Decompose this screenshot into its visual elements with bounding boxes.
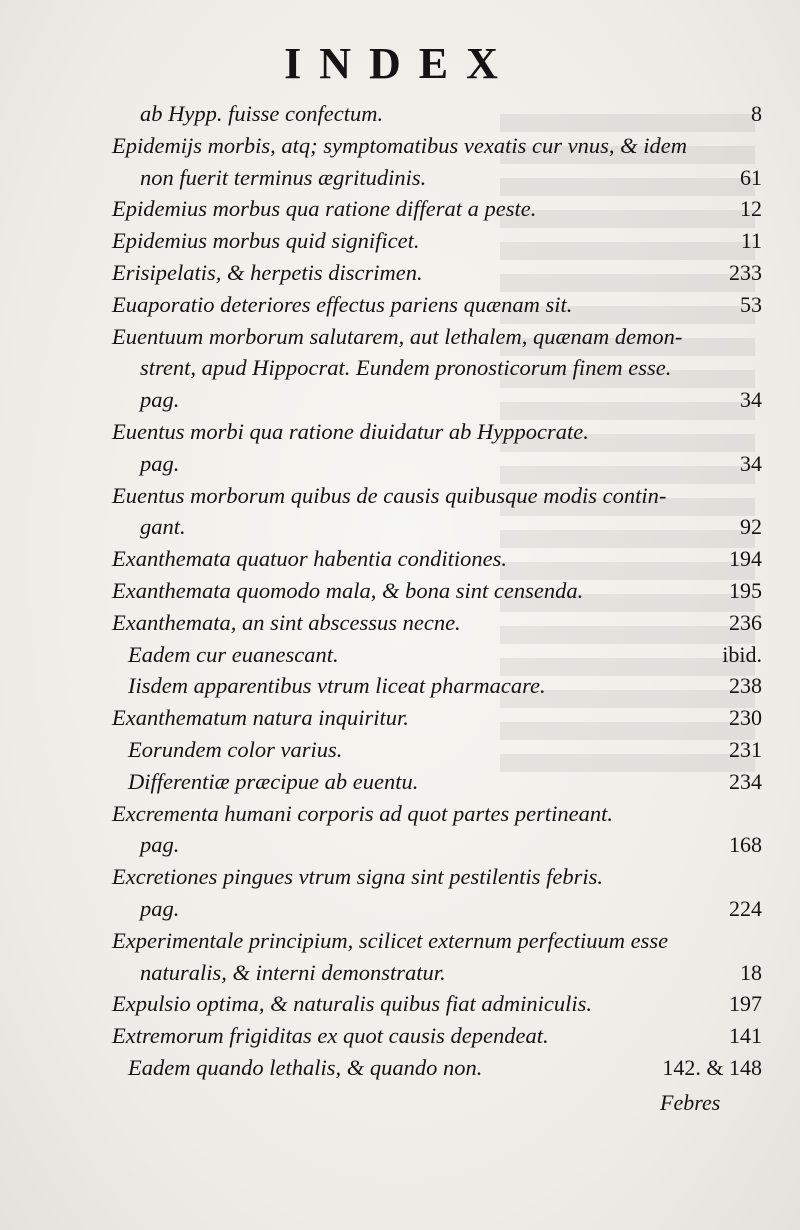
entry-text: Epidemius morbus qua ratione differat a peste. (112, 196, 537, 222)
page-number: 142. & 148 (662, 1054, 762, 1080)
index-entry (112, 257, 762, 289)
page-number: 92 (740, 514, 762, 540)
entry-text: Eorundem color varius. (128, 736, 343, 762)
index-entry-list (112, 98, 762, 1084)
page-number: 194 (729, 546, 762, 572)
index-entry (112, 734, 762, 766)
index-entry (112, 798, 762, 830)
page-number: ibid. (722, 641, 762, 667)
page-number: 234 (729, 768, 762, 794)
index-entry (112, 575, 762, 607)
index-entry (112, 448, 762, 480)
index-entry (112, 193, 762, 225)
index-entry (112, 480, 762, 512)
page-number: 11 (740, 228, 762, 254)
index-entry (112, 1052, 762, 1084)
entry-text: Euaporatio deteriores effectus pariens quænam sit. (112, 291, 573, 317)
index-entry (112, 957, 762, 989)
page-number: 230 (729, 705, 762, 731)
page-number: 197 (729, 991, 762, 1017)
entry-text: naturalis, & interni demonstratur. (140, 959, 446, 985)
index-entry (112, 384, 762, 416)
page-number: 224 (729, 895, 762, 921)
entry-text: Excrementa humani corporis ad quot partes pertineant. (112, 800, 613, 826)
index-entry (112, 352, 762, 384)
page-title: INDEX (284, 39, 516, 88)
page-number: 168 (729, 832, 762, 858)
index-entry (112, 829, 762, 861)
entry-text: ab Hypp. fuisse confectum. (140, 101, 384, 126)
index-entry (112, 130, 762, 162)
index-entry (112, 543, 762, 575)
page-number: 53 (740, 291, 762, 317)
entry-text: Eadem cur euanescant. (128, 641, 339, 667)
entry-text: strent, apud Hippocrat. Eundem pronosticorum finem esse. (140, 355, 672, 381)
page-number: 61 (740, 164, 762, 190)
entry-text: Euentus morborum quibus de causis quibusque modis contin- (112, 482, 667, 508)
entry-text: non fuerit terminus ægritudinis. (140, 164, 427, 190)
page-number: 18 (740, 959, 762, 985)
entry-text: Euentuum morborum salutarem, aut lethalem, quænam demon- (112, 323, 683, 349)
index-entry (112, 893, 762, 925)
entry-text: Epidemijs morbis, atq; symptomatibus vexatis cur vnus, & idem (112, 132, 687, 158)
entry-text: Iisdem apparentibus vtrum liceat pharmacare. (128, 673, 546, 699)
page-number: 236 (729, 609, 762, 635)
index-entry (112, 766, 762, 798)
page-number: 238 (729, 673, 762, 699)
entry-text: pag. (140, 895, 180, 921)
index-entry (112, 1020, 762, 1052)
page-number: 12 (740, 196, 762, 222)
index-entry (112, 98, 762, 130)
entry-text: pag. (140, 450, 180, 476)
index-entry (112, 607, 762, 639)
index-entry (112, 988, 762, 1020)
index-entry (112, 639, 762, 671)
page-number: 8 (751, 101, 762, 126)
index-entry (112, 321, 762, 353)
index-entry (112, 702, 762, 734)
catchword: Febres (660, 1090, 721, 1115)
entry-text: pag. (140, 387, 180, 413)
entry-text: Experimentale principium, scilicet externum perfectiuum esse (112, 927, 669, 953)
index-entry (112, 861, 762, 893)
entry-text: gant. (140, 514, 186, 540)
index-entry (112, 225, 762, 257)
page-number: 233 (729, 259, 762, 285)
entry-text: Differentiæ præcipue ab euentu. (128, 768, 419, 794)
index-entry (112, 925, 762, 957)
index-entry (112, 670, 762, 702)
entry-text: Exanthemata quomodo mala, & bona sint censenda. (112, 577, 584, 603)
entry-text: Euentus morbi qua ratione diuidatur ab Hyppocrate. (112, 418, 589, 444)
entry-text: Exanthematum natura inquiritur. (112, 705, 409, 731)
index-entry (112, 416, 762, 448)
entry-text: Extremorum frigiditas ex quot causis dependeat. (112, 1023, 549, 1049)
page-number: 141 (729, 1023, 762, 1049)
entry-text: Epidemius morbus quid significet. (112, 228, 420, 254)
page-number: 195 (729, 577, 762, 603)
entry-text: Excretiones pingues vtrum signa sint pestilentis febris. (112, 864, 603, 890)
entry-text: Exanthemata, an sint abscessus necne. (112, 609, 461, 635)
entry-text: Exanthemata quatuor habentia conditiones. (112, 546, 507, 572)
page-number: 231 (729, 736, 762, 762)
entry-text: Erisipelatis, & herpetis discrimen. (112, 259, 423, 285)
page-number: 34 (740, 450, 762, 476)
entry-text: Eadem quando lethalis, & quando non. (128, 1054, 483, 1080)
index-entry (112, 162, 762, 194)
entry-text: pag. (140, 832, 180, 858)
entry-text: Expulsio optima, & naturalis quibus fiat adminiculis. (112, 991, 593, 1017)
index-entry (112, 289, 762, 321)
page-number: 34 (740, 387, 762, 413)
index-entry (112, 511, 762, 543)
